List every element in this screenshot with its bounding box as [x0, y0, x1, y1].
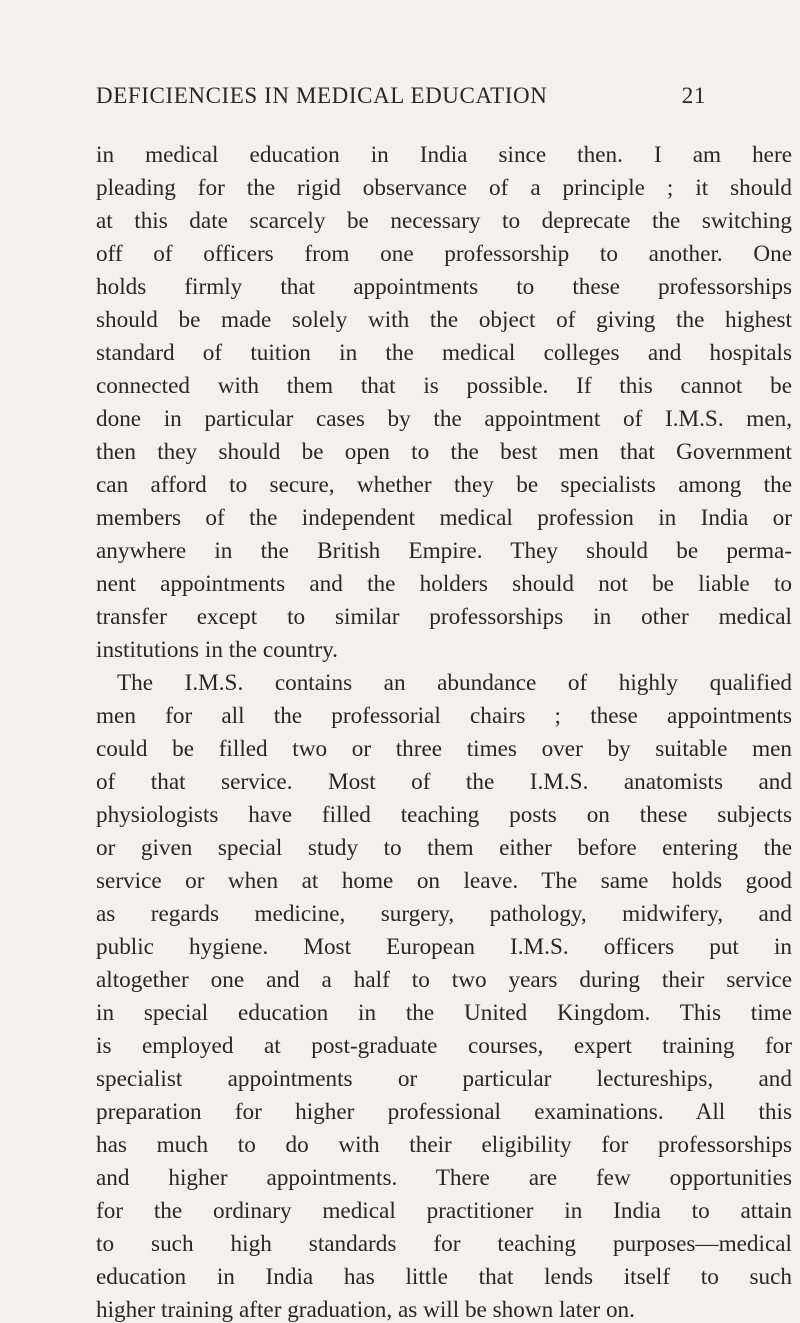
text-line: transfer except to similar professorships in other medical: [96, 604, 792, 630]
text-line: nent appointments and the holders should not be liable to: [96, 571, 792, 597]
text-line: institutions in the country.: [96, 637, 338, 663]
text-line: members of the independent medical profession in India or: [96, 505, 792, 531]
text-line: in medical education in India since then. I am here: [96, 142, 792, 168]
text-line: as regards medicine, surgery, pathology, midwifery, and: [96, 901, 792, 927]
text-line: public hygiene. Most European I.M.S. officers put in: [96, 934, 792, 960]
text-line: to such high standards for teaching purposes—medical: [96, 1231, 792, 1257]
text-line: off of officers from one professorship to another. One: [96, 241, 792, 267]
text-line: of that service. Most of the I.M.S. anatomists and: [96, 769, 792, 795]
text-line: anywhere in the British Empire. They should be perma-: [96, 538, 792, 564]
text-line: service or when at home on leave. The same holds good: [96, 868, 792, 894]
text-line: at this date scarcely be necessary to deprecate the switching: [96, 208, 792, 234]
text-line: can afford to secure, whether they be specialists among the: [96, 472, 792, 498]
text-line: for the ordinary medical practitioner in India to attain: [96, 1198, 792, 1224]
text-line: holds firmly that appointments to these professorships: [96, 274, 792, 300]
text-line: altogether one and a half to two years during their service: [96, 967, 792, 993]
text-line: is employed at post-graduate courses, expert training for: [96, 1033, 792, 1059]
text-line: should be made solely with the object of giving the highest: [96, 307, 792, 333]
text-line: specialist appointments or particular lectureships, and: [96, 1066, 792, 1092]
text-line: men for all the professorial chairs ; these appointments: [96, 703, 792, 729]
running-title: DEFICIENCIES IN MEDICAL EDUCATION: [96, 83, 548, 108]
text-line: pleading for the rigid observance of a principle ; it should: [96, 175, 792, 201]
text-line: and higher appointments. There are few opportunities: [96, 1165, 792, 1191]
running-head: [96, 84, 706, 107]
text-line: has much to do with their eligibility for professorships: [96, 1132, 792, 1158]
text-line: standard of tuition in the medical colleges and hospitals: [96, 340, 792, 366]
text-line: The I.M.S. contains an abundance of highly qualified: [117, 670, 792, 696]
text-line: preparation for higher professional examinations. All this: [96, 1099, 792, 1125]
text-line: connected with them that is possible. If this cannot be: [96, 373, 792, 399]
text-line: in special education in the United Kingdom. This time: [96, 1000, 792, 1026]
text-line: could be filled two or three times over by suitable men: [96, 736, 792, 762]
text-line: physiologists have filled teaching posts on these subjects: [96, 802, 792, 828]
text-line: education in India has little that lends itself to such: [96, 1264, 792, 1290]
text-line: then they should be open to the best men that Government: [96, 439, 792, 465]
text-line: or given special study to them either before entering the: [96, 835, 792, 861]
text-line: higher training after graduation, as will be shown later on.: [96, 1297, 635, 1323]
text-line: done in particular cases by the appointment of I.M.S. men,: [96, 406, 792, 432]
page-number: 21: [681, 83, 706, 108]
